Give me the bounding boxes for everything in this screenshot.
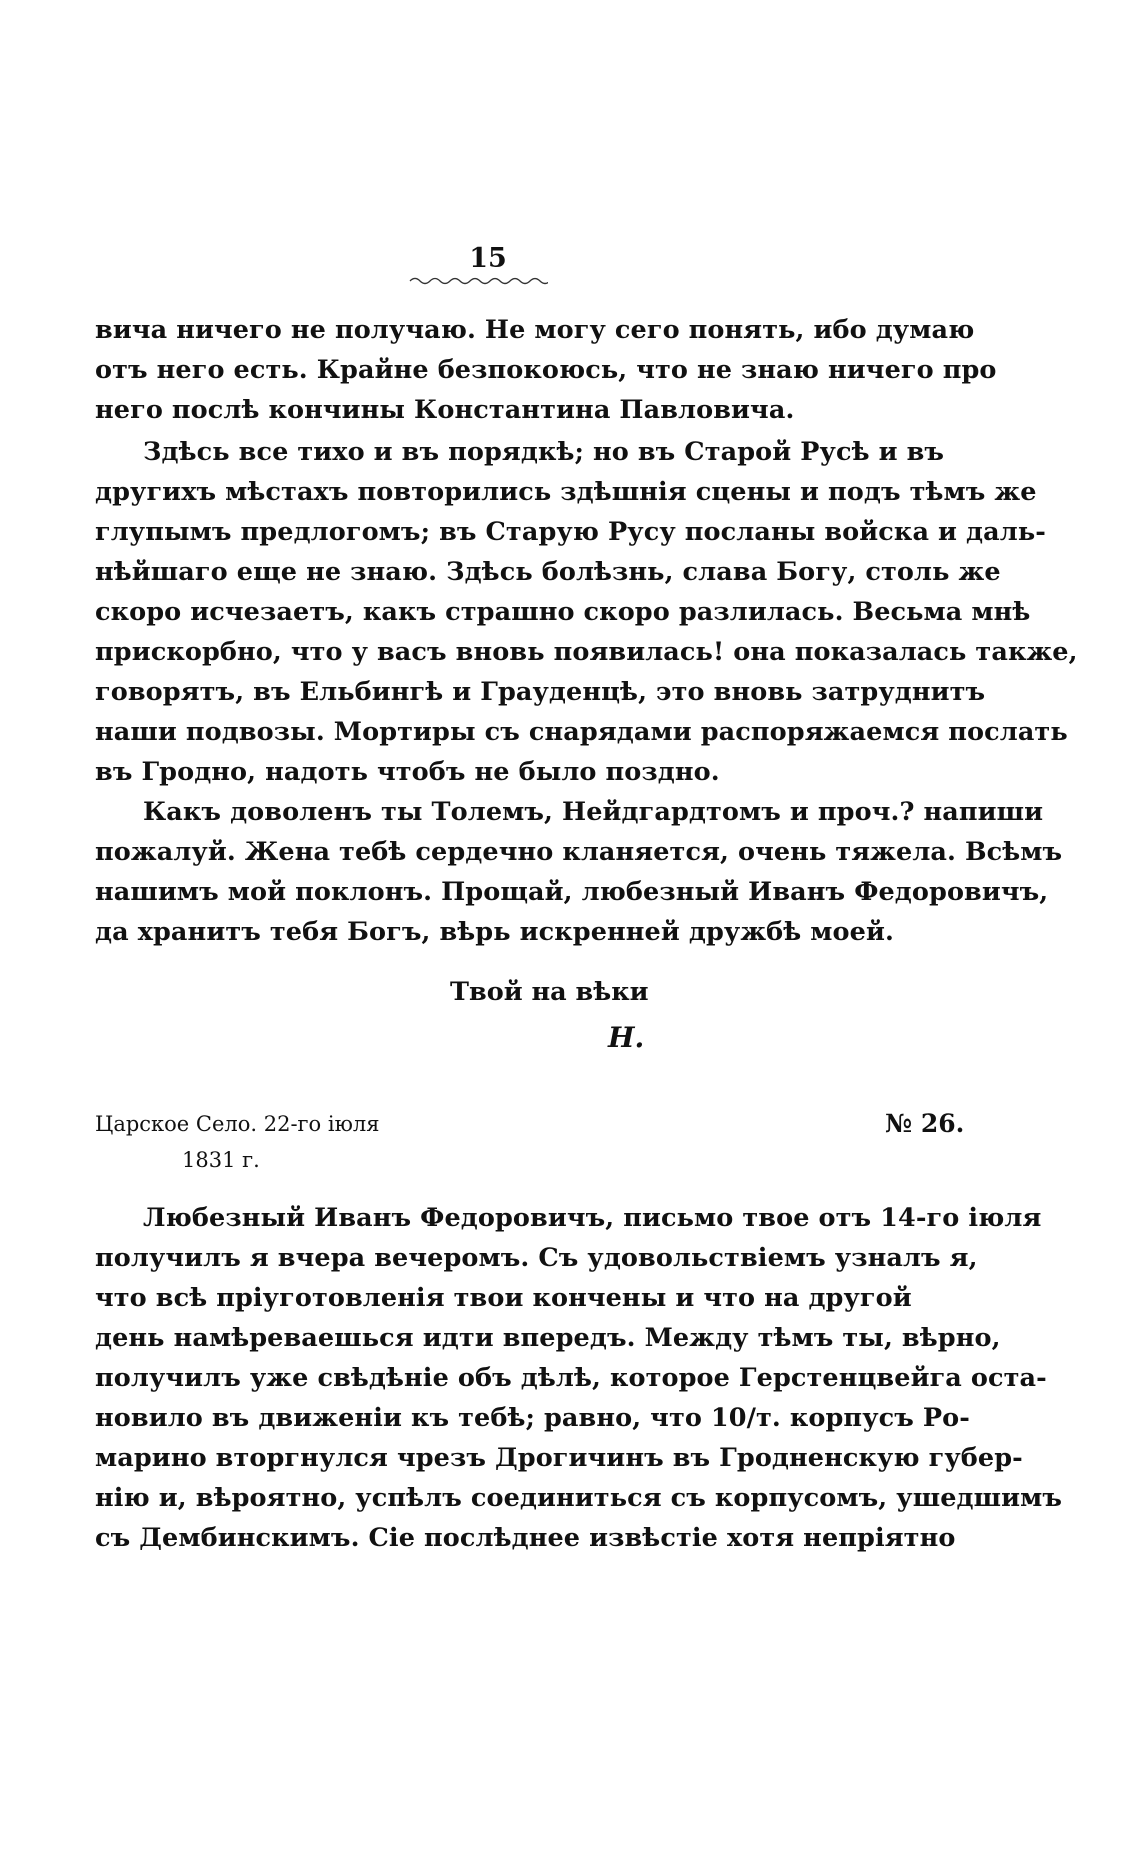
letter-number: № 26. bbox=[885, 1109, 965, 1138]
text-line: глупымъ предлогомъ; въ Старую Русу посланы войска и даль- bbox=[95, 517, 1046, 547]
text-line: отъ него есть. Крайне безпокоюсь, что не знаю ничего про bbox=[95, 355, 997, 385]
text-line: прискорбно, что у васъ вновь появилась! она показалась также, bbox=[95, 637, 1078, 667]
closing-phrase: Твой на вѣки bbox=[450, 977, 649, 1007]
text-line: получилъ уже свѣдѣніе объ дѣлѣ, которое Герстенцвейга оста- bbox=[95, 1363, 1047, 1393]
ornament-divider bbox=[408, 274, 548, 286]
text-line: нашимъ мой поклонъ. Прощай, любезный Иванъ Федоровичъ, bbox=[95, 877, 1049, 907]
text-line: да хранитъ тебя Богъ, вѣрь искренней дружбѣ моей. bbox=[95, 917, 894, 947]
text-line: день намѣреваешься идти впередъ. Между тѣмъ ты, вѣрно, bbox=[95, 1323, 1001, 1353]
text-line: скоро исчезаетъ, какъ страшно скоро разлилась. Весьма мнѣ bbox=[95, 597, 1031, 627]
signature: Н. bbox=[608, 1021, 645, 1054]
text-line: получилъ я вчера вечеромъ. Съ удовольствіемъ узналъ я, bbox=[95, 1243, 978, 1273]
page-number: 15 bbox=[469, 243, 507, 274]
text-line: въ Гродно, надоть чтобъ не было поздно. bbox=[95, 757, 720, 787]
place-date: Царское Село. 22-го іюля bbox=[95, 1112, 380, 1136]
text-line: вича ничего не получаю. Не могу сего понять, ибо думаю bbox=[95, 315, 975, 345]
year: 1831 г. bbox=[182, 1148, 260, 1172]
text-line: марино вторгнулся чрезъ Дрогичинъ въ Гродненскую губер- bbox=[95, 1443, 1023, 1473]
text-line: говорятъ, въ Ельбингѣ и Грауденцѣ, это вновь затруднитъ bbox=[95, 677, 986, 707]
text-line: съ Дембинскимъ. Сіе послѣднее извѣстіе хотя непріятно bbox=[95, 1523, 956, 1553]
text-line: Какъ доволенъ ты Толемъ, Нейдгардтомъ и проч.? напиши bbox=[143, 797, 1044, 827]
text-line: нію и, вѣроятно, успѣлъ соединиться съ корпусомъ, ушедшимъ bbox=[95, 1483, 1063, 1513]
text-line: него послѣ кончины Константина Павловича. bbox=[95, 395, 795, 425]
text-line: что всѣ пріуготовленія твои кончены и что на другой bbox=[95, 1283, 912, 1313]
text-line: пожалуй. Жена тебѣ сердечно кланяется, очень тяжела. Всѣмъ bbox=[95, 837, 1063, 867]
text-line: Любезный Иванъ Федоровичъ, письмо твое отъ 14-го іюля bbox=[143, 1203, 1042, 1233]
text-line: наши подвозы. Мортиры съ снарядами распоряжаемся послать bbox=[95, 717, 1068, 747]
text-line: другихъ мѣстахъ повторились здѣшнія сцены и подъ тѣмъ же bbox=[95, 477, 1037, 507]
text-line: нѣйшаго еще не знаю. Здѣсь болѣзнь, слава Богу, столь же bbox=[95, 557, 1001, 587]
text-line: Здѣсь все тихо и въ порядкѣ; но въ Старой Русѣ и въ bbox=[143, 437, 945, 467]
text-line: новило въ движеніи къ тебѣ; равно, что 10/т. корпусъ Ро- bbox=[95, 1403, 970, 1433]
